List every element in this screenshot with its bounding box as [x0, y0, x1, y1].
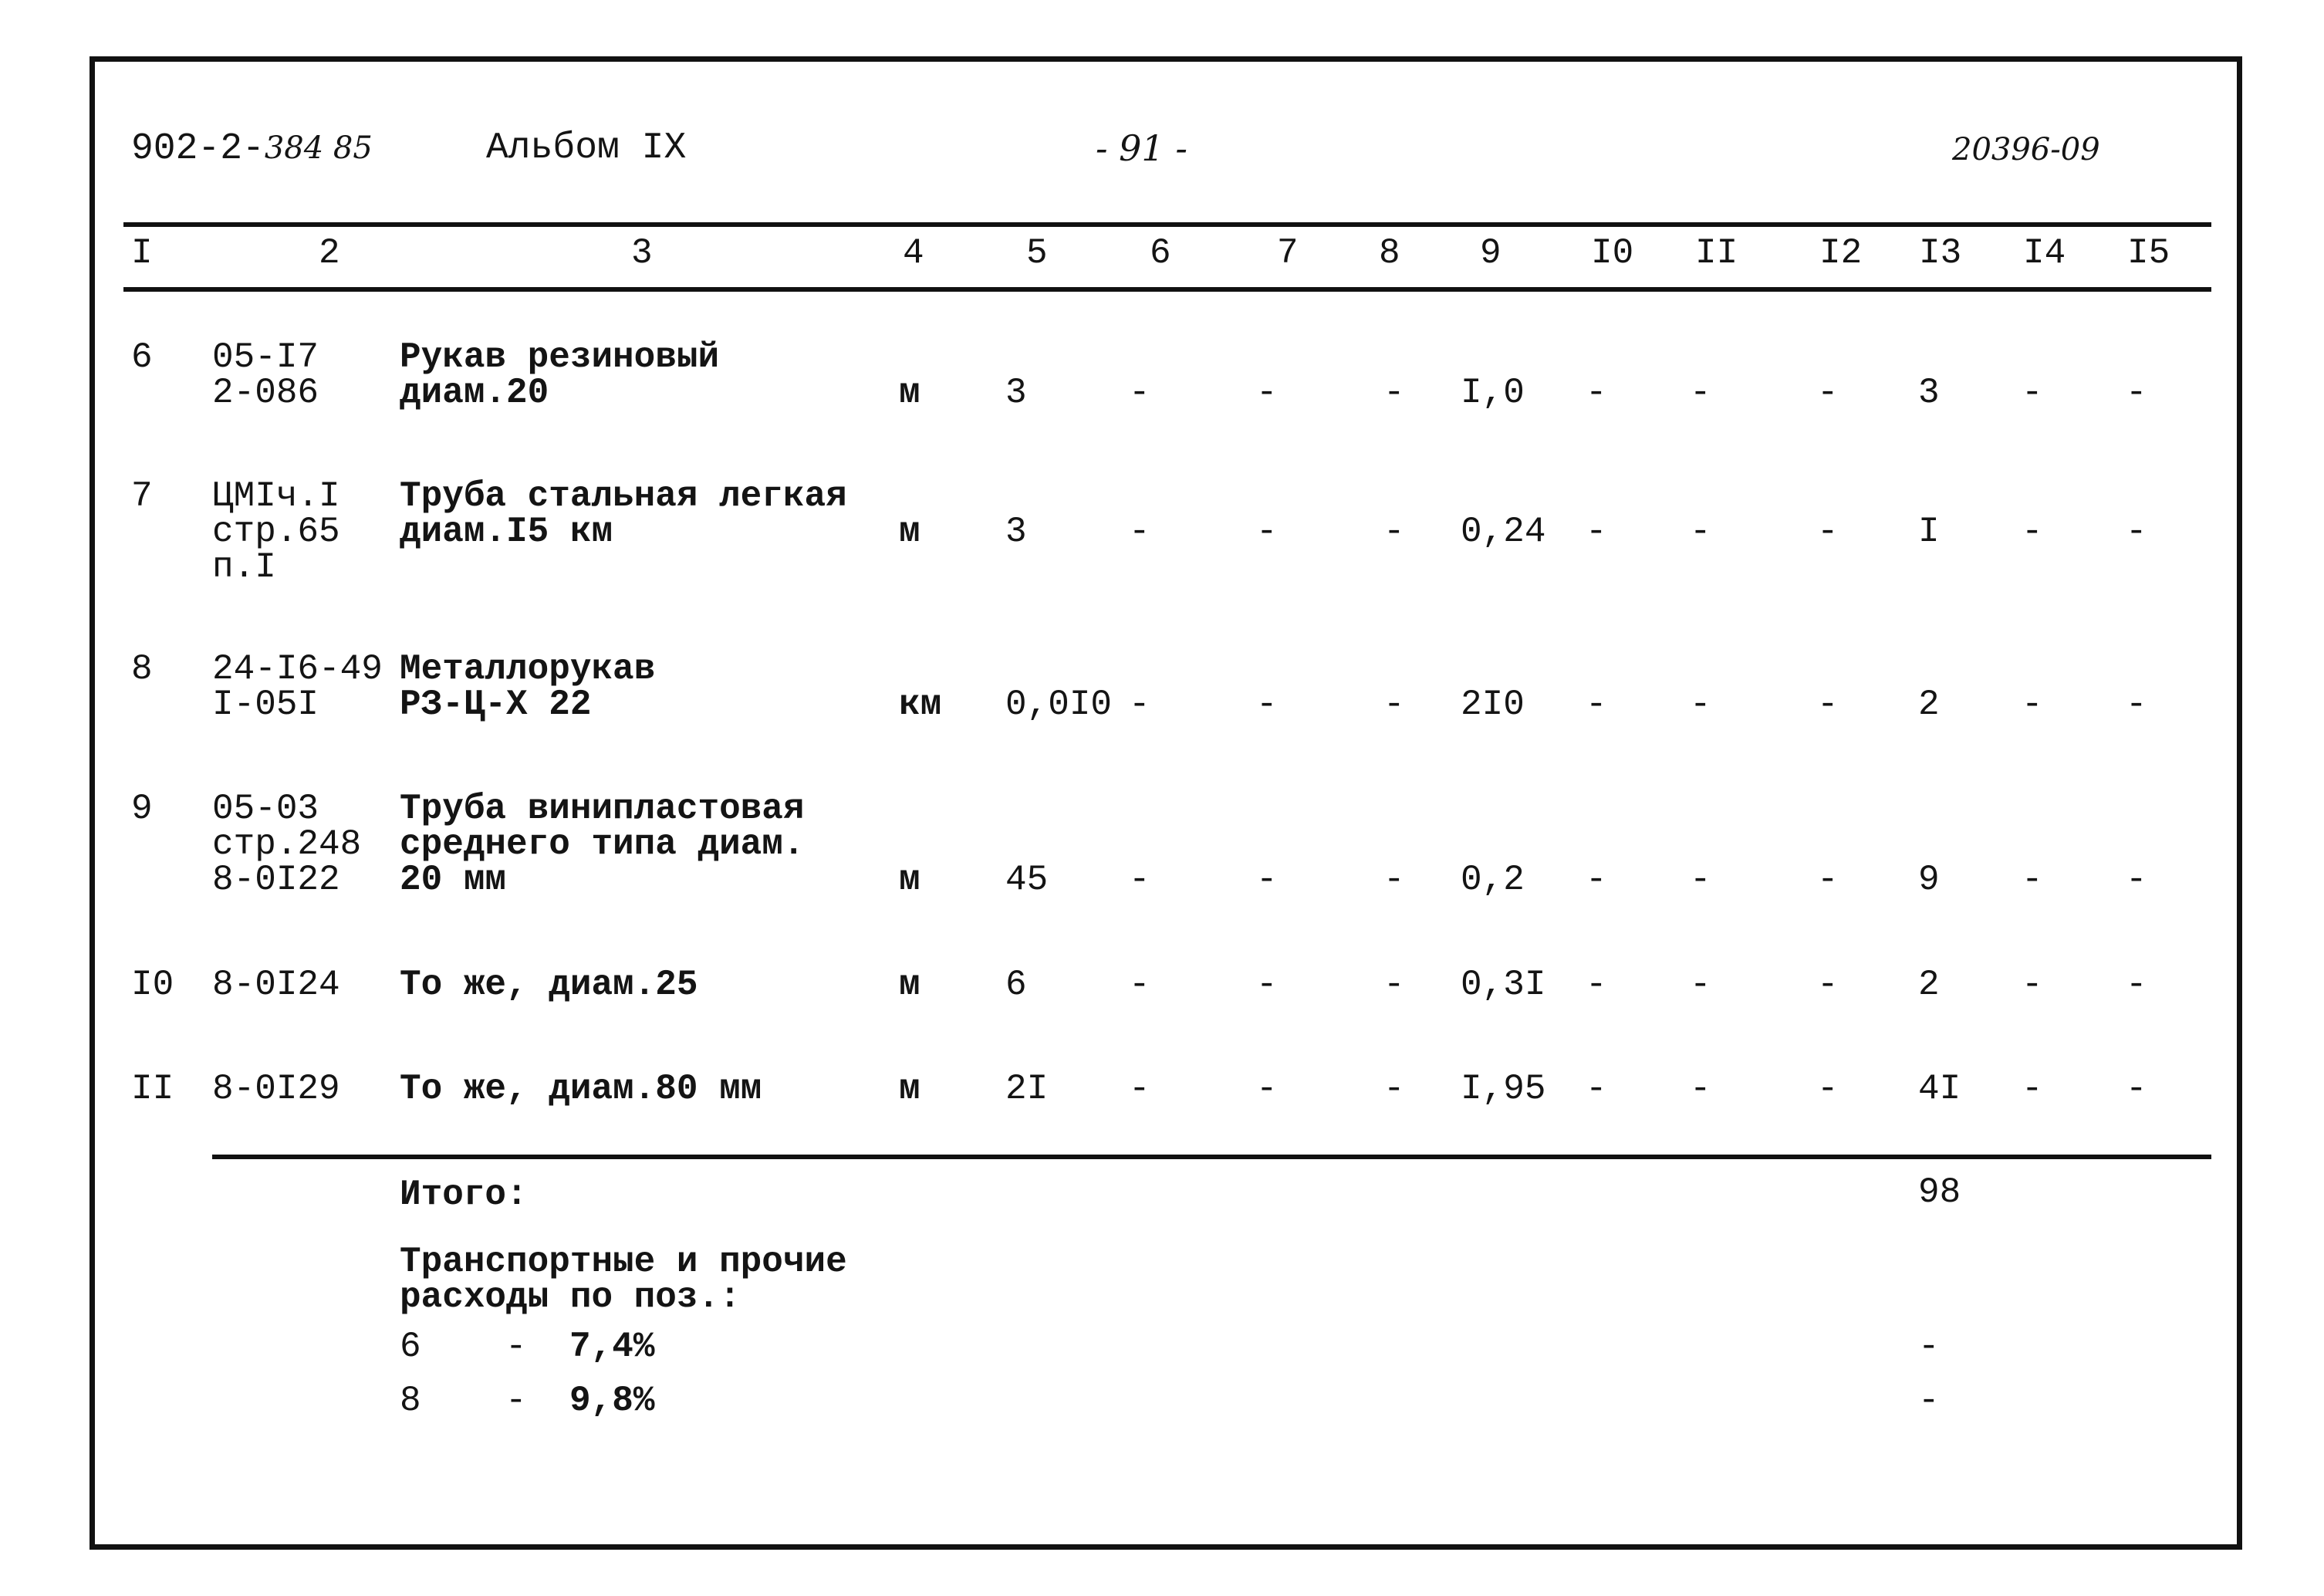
row-number: 6: [131, 337, 153, 377]
transport-item-pos: 6: [400, 1327, 421, 1367]
row-col13: 2: [1918, 685, 1940, 725]
row-col6: -: [1129, 860, 1150, 900]
col-header-1: I: [131, 233, 153, 273]
col-header-14: I4: [2023, 233, 2066, 273]
col-header-2: 2: [319, 233, 340, 273]
transport-label: Транспортные и прочие расходы по поз.:: [400, 1242, 847, 1317]
row-col11: -: [1690, 1069, 1711, 1109]
row-col14: -: [2022, 1069, 2043, 1109]
column-header-top-rule: [123, 222, 2211, 227]
row-col15: -: [2126, 860, 2147, 900]
row-col11: -: [1690, 965, 1711, 1005]
row-code: ЦМIч.I стр.65 п.I: [212, 476, 340, 587]
col-header-13: I3: [1919, 233, 1962, 273]
col-header-10: I0: [1591, 233, 1634, 273]
row-col10: -: [1586, 373, 1607, 413]
row-col13: I: [1918, 512, 1940, 552]
row-col7: -: [1256, 685, 1278, 725]
row-col12: -: [1817, 1069, 1839, 1109]
row-col9: 0,2: [1461, 860, 1525, 900]
header-doc-code-handwritten: 384 85: [264, 130, 373, 166]
row-col10: -: [1586, 1069, 1607, 1109]
row-col11: -: [1690, 512, 1711, 552]
transport-item-percent: 7,4%: [569, 1327, 655, 1367]
row-col13: 3: [1918, 373, 1940, 413]
row-col13: 4I: [1918, 1069, 1961, 1109]
row-col15: -: [2126, 685, 2147, 725]
row-col13: 2: [1918, 965, 1940, 1005]
row-col11: -: [1690, 860, 1711, 900]
row-description: Труба стальная легкая диам.I5 км: [400, 476, 847, 552]
row-col6: -: [1129, 1069, 1150, 1109]
row-col10: -: [1586, 860, 1607, 900]
row-col6: -: [1129, 373, 1150, 413]
row-col8: -: [1383, 965, 1405, 1005]
row-description: То же, диам.80 мм: [400, 1069, 762, 1109]
row-description: Металлорукав РЗ-Ц-Х 22: [400, 649, 656, 725]
row-col14: -: [2022, 685, 2043, 725]
transport-item-dash: -: [505, 1327, 527, 1367]
total-value: 98: [1918, 1172, 1961, 1212]
row-col13: 9: [1918, 860, 1940, 900]
row-col12: -: [1817, 685, 1839, 725]
transport-item-value: -: [1918, 1381, 1940, 1421]
header-page-number: - 91 -: [1096, 127, 1187, 169]
col-header-11: II: [1695, 233, 1738, 273]
col-header-4: 4: [903, 233, 924, 273]
row-col6: -: [1129, 965, 1150, 1005]
row-col9: 2I0: [1461, 685, 1525, 725]
row-col9: 0,3I: [1461, 965, 1546, 1005]
row-col15: -: [2126, 965, 2147, 1005]
row-col8: -: [1383, 860, 1405, 900]
total-label: Итого:: [400, 1175, 528, 1215]
row-col14: -: [2022, 860, 2043, 900]
col-header-9: 9: [1480, 233, 1501, 273]
col-header-6: 6: [1150, 233, 1171, 273]
row-description: Труба винипластовая среднего типа диам. 20 мм: [400, 789, 805, 900]
row-unit: м: [899, 373, 920, 413]
row-number: 7: [131, 476, 153, 516]
row-number: I0: [131, 965, 174, 1005]
row-quantity: 2I: [1005, 1069, 1049, 1109]
row-code: 05-I7 2-086: [212, 337, 319, 413]
row-col12: -: [1817, 373, 1839, 413]
row-col8: -: [1383, 685, 1405, 725]
row-col6: -: [1129, 685, 1150, 725]
row-unit: м: [899, 965, 920, 1005]
row-col8: -: [1383, 373, 1405, 413]
row-quantity: 6: [1005, 965, 1027, 1005]
row-col7: -: [1256, 373, 1278, 413]
col-header-12: I2: [1819, 233, 1863, 273]
row-col12: -: [1817, 965, 1839, 1005]
col-header-3: 3: [631, 233, 653, 273]
row-quantity: 3: [1005, 512, 1027, 552]
row-quantity: 0,0I0: [1005, 685, 1113, 725]
summary-rule: [212, 1155, 2211, 1159]
row-col15: -: [2126, 373, 2147, 413]
row-col12: -: [1817, 512, 1839, 552]
row-col14: -: [2022, 373, 2043, 413]
row-col7: -: [1256, 965, 1278, 1005]
row-unit: м: [899, 512, 920, 552]
row-col11: -: [1690, 685, 1711, 725]
row-col12: -: [1817, 860, 1839, 900]
row-code: 8-0I29: [212, 1069, 340, 1109]
row-unit: км: [899, 685, 942, 725]
transport-item-value: -: [1918, 1327, 1940, 1367]
row-col9: 0,24: [1461, 512, 1546, 552]
header-album: Альбом IX: [486, 127, 687, 169]
row-quantity: 3: [1005, 373, 1027, 413]
header-doc-code: 902-2-384 85: [131, 128, 373, 170]
row-number: II: [131, 1069, 174, 1109]
header-sheet-id: 20396-09: [1952, 132, 2100, 167]
row-col14: -: [2022, 512, 2043, 552]
row-col15: -: [2126, 512, 2147, 552]
row-col8: -: [1383, 1069, 1405, 1109]
col-header-7: 7: [1277, 233, 1299, 273]
row-code: 05-03 стр.248 8-0I22: [212, 789, 362, 900]
transport-item-dash: -: [505, 1381, 527, 1421]
row-col8: -: [1383, 512, 1405, 552]
transport-item-percent: 9,8%: [569, 1381, 655, 1421]
row-col7: -: [1256, 860, 1278, 900]
row-col6: -: [1129, 512, 1150, 552]
row-col9: I,95: [1461, 1069, 1546, 1109]
row-col10: -: [1586, 965, 1607, 1005]
col-header-15: I5: [2127, 233, 2170, 273]
row-number: 8: [131, 649, 153, 689]
row-col7: -: [1256, 512, 1278, 552]
row-col7: -: [1256, 1069, 1278, 1109]
row-col10: -: [1586, 512, 1607, 552]
row-quantity: 45: [1005, 860, 1049, 900]
row-description: Рукав резиновый диам.20: [400, 337, 720, 413]
column-header-bottom-rule: [123, 287, 2211, 292]
row-col11: -: [1690, 373, 1711, 413]
row-col14: -: [2022, 965, 2043, 1005]
row-col10: -: [1586, 685, 1607, 725]
row-unit: м: [899, 1069, 920, 1109]
row-col15: -: [2126, 1069, 2147, 1109]
row-code: 24-I6-49 I-05I: [212, 649, 383, 725]
row-description: То же, диам.25: [400, 965, 698, 1005]
row-number: 9: [131, 789, 153, 829]
col-header-8: 8: [1379, 233, 1400, 273]
row-code: 8-0I24: [212, 965, 340, 1005]
transport-item-pos: 8: [400, 1381, 421, 1421]
row-col9: I,0: [1461, 373, 1525, 413]
col-header-5: 5: [1026, 233, 1048, 273]
row-unit: м: [899, 860, 920, 900]
